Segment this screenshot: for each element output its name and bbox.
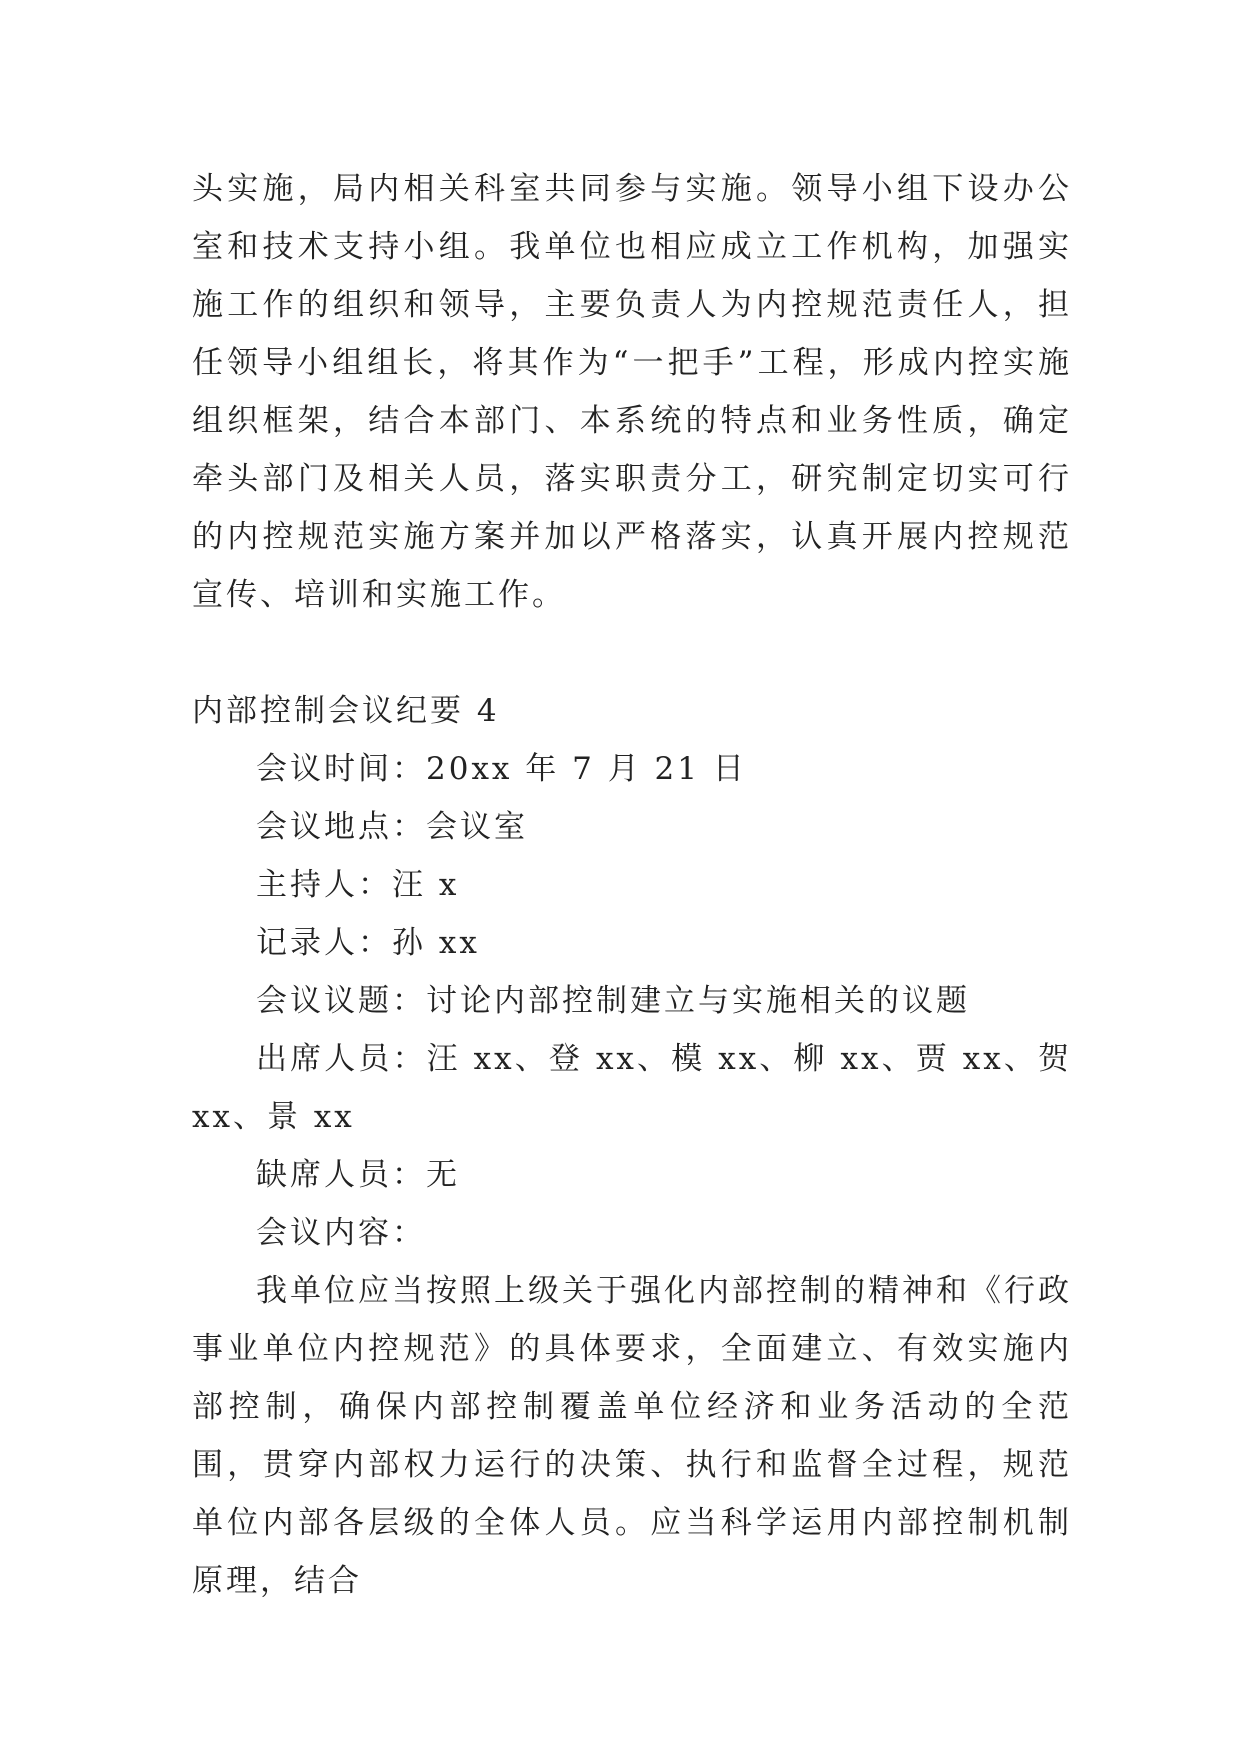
meeting-recorder: 记录人：孙 xx — [256, 925, 480, 961]
meeting-attendees: 出席人员：汪 xx、登 xx、模 xx、柳 xx、贾 xx、贺 xx、景 xx — [192, 1041, 1072, 1135]
meeting-content-paragraph: 我单位应当按照上级关于强化内部控制的精神和《行政事业单位内控规范》的具体要求，全面建立、有效实施内部控制，确保内部控制覆盖单位经济和业务活动的全范围，贯穿内部权力运行的决策、执行和监督全过程，规范单位内部各层级的全体人员。应当科学运用内部控制机制原理，结合 — [192, 1273, 1072, 1599]
continuation-paragraph: 头实施，局内相关科室共同参与实施。领导小组下设办公室和技术支持小组。我单位也相应成立工作机构，加强实施工作的组织和领导，主要负责人为内控规范责任人，担任领导小组组长，将其作为“一把手”工程，形成内控实施组织框架，结合本部门、本系统的特点和业务性质，确定牵头部门及相关人员，落实职责分工，研究制定切实可行的内控规范实施方案并加以严格落实，认真开展内控规范宣传、培训和实施工作。 — [192, 171, 1072, 613]
meeting-absentees: 缺席人员：无 — [256, 1157, 460, 1193]
meeting-topic: 会议议题：讨论内部控制建立与实施相关的议题 — [256, 983, 970, 1019]
meeting-place: 会议地点：会议室 — [256, 809, 528, 845]
document-body — [192, 160, 1072, 1610]
meeting-host: 主持人：汪 x — [256, 867, 460, 903]
meeting-time: 会议时间：20xx 年 7 月 21 日 — [256, 751, 747, 787]
section-spacer — [192, 624, 1072, 682]
meeting-content-label: 会议内容： — [256, 1215, 426, 1251]
section-title: 内部控制会议纪要 4 — [192, 693, 500, 729]
